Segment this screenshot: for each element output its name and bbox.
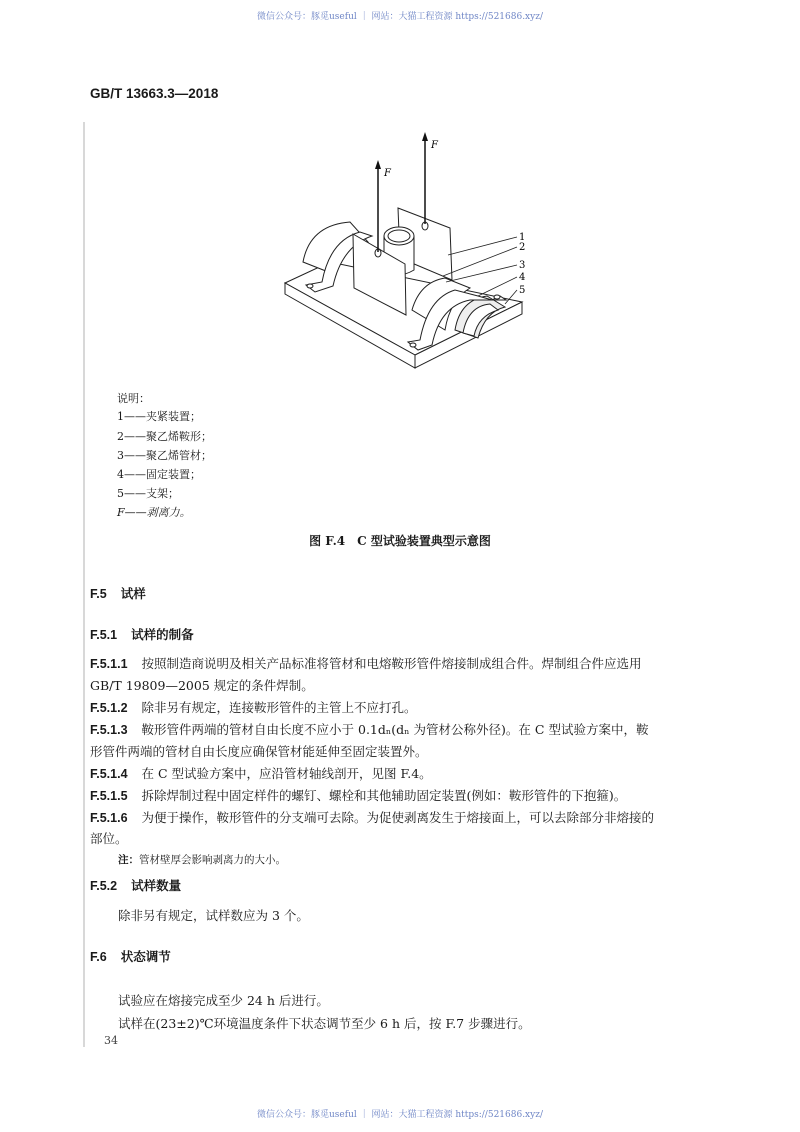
legend-item-2: 2——聚乙烯鞍形； bbox=[117, 430, 212, 443]
para-f5-1-1 bbox=[90, 654, 642, 672]
clause-number: F.5.1.1 bbox=[90, 657, 128, 671]
arrow-up-icon bbox=[422, 132, 428, 141]
clause-number: F.5.1.3 bbox=[90, 723, 128, 737]
watermark-top: 微信公众号：豚觅useful ｜ 网站：大猫工程资源 https://521686.xyz/ bbox=[257, 12, 543, 22]
force-label: F bbox=[431, 140, 438, 151]
clause-number: F.5.1.5 bbox=[90, 789, 128, 803]
caption-title: C 型试验装置典型示意图 bbox=[357, 534, 491, 548]
para-f5-1-5 bbox=[90, 786, 626, 804]
callout-2: 2 bbox=[519, 242, 526, 253]
clause-text: 拆除焊制过程中固定样件的螺钉、螺栓和其他辅助固定装置(例如：鞍形管件的下抱箍)。 bbox=[141, 788, 627, 803]
legend-title: 说明： bbox=[117, 392, 150, 405]
section-title: 试样 bbox=[120, 586, 146, 601]
section-title: 试样的制备 bbox=[131, 627, 194, 642]
para-f5-1-1-cont: GB/T 19809—2005 规定的条件焊制。 bbox=[90, 678, 314, 693]
section-f5-heading bbox=[90, 584, 146, 602]
arrow-up-icon bbox=[375, 160, 381, 169]
para-f6-line-1: 试验应在熔接完成至少 24 h 后进行。 bbox=[118, 993, 329, 1008]
callout-1: 1 bbox=[519, 232, 526, 243]
force-label: F bbox=[384, 168, 391, 179]
clause-number: F.5.1.4 bbox=[90, 767, 128, 781]
clause-number: F.5.1.6 bbox=[90, 811, 128, 825]
para-f5-2: 除非另有规定，试样数应为 3 个。 bbox=[118, 908, 309, 923]
section-number: F.5 bbox=[90, 587, 107, 601]
callout-4: 4 bbox=[519, 272, 526, 283]
section-f51-heading bbox=[90, 625, 194, 643]
note bbox=[118, 852, 286, 867]
clause-text: 除非另有规定，连接鞍形管件的主管上不应打孔。 bbox=[141, 700, 417, 715]
para-f5-1-6 bbox=[90, 808, 654, 826]
section-title: 状态调节 bbox=[120, 949, 171, 964]
para-f5-1-4 bbox=[90, 764, 432, 782]
clause-text: 为便于操作，鞍形管件的分支端可去除。为促使剥离发生于熔接面上，可以去除部分非熔接的 bbox=[141, 810, 655, 825]
standard-number-header: GB/T 13663.3—2018 bbox=[90, 86, 219, 101]
clause-number: F.5.1.2 bbox=[90, 701, 128, 715]
clause-text: 在 C 型试验方案中，应沿管材轴线剖开，见图 F.4。 bbox=[141, 766, 432, 781]
section-number: F.5.2 bbox=[90, 879, 118, 893]
legend-item-4: 4——固定装置； bbox=[117, 468, 201, 481]
note-text: 管材壁厚会影响剥离力的大小。 bbox=[139, 854, 286, 866]
para-f5-1-2 bbox=[90, 698, 417, 716]
figure-caption bbox=[0, 532, 800, 549]
callout-5: 5 bbox=[519, 285, 526, 296]
watermark-bottom: 微信公众号：豚觅useful ｜ 网站：大猫工程资源 https://521686.xyz/ bbox=[257, 1110, 543, 1120]
clause-text: 鞍形管件两端的管材自由长度不应小于 0.1dₙ(dₙ 为管材公称外径)。在 C 型试验方案中，鞍 bbox=[141, 722, 649, 737]
para-f5-1-3-cont: 形管件两端的管材自由长度应确保管材能延伸至固定装置外。 bbox=[90, 744, 428, 759]
section-number: F.6 bbox=[90, 950, 107, 964]
clause-text: 按照制造商说明及相关产品标准将管材和电熔鞍形管件熔接制成组合件。焊制组合件应选用 bbox=[141, 656, 642, 671]
callout-3: 3 bbox=[519, 260, 526, 271]
legend-item-f: F——剥离力。 bbox=[117, 506, 191, 519]
page-number: 34 bbox=[104, 1034, 118, 1047]
para-f6-line-2: 试样在(23±2)℃环境温度条件下状态调节至少 6 h 后，按 F.7 步骤进行。 bbox=[118, 1016, 531, 1031]
section-number: F.5.1 bbox=[90, 628, 118, 642]
figure-c-type-test-device bbox=[0, 0, 800, 400]
section-f52-heading bbox=[90, 876, 181, 894]
caption-number: 图 F.4 bbox=[309, 534, 346, 548]
legend-item-3: 3——聚乙烯管材； bbox=[117, 449, 212, 462]
section-f6-heading bbox=[90, 947, 171, 965]
section-title: 试样数量 bbox=[131, 878, 182, 893]
note-label: 注： bbox=[118, 854, 139, 866]
legend-item-1: 1——夹紧装置； bbox=[117, 410, 201, 423]
para-f5-1-6-cont: 部位。 bbox=[90, 831, 128, 846]
legend-item-5: 5——支架； bbox=[117, 487, 179, 500]
para-f5-1-3 bbox=[90, 720, 648, 738]
